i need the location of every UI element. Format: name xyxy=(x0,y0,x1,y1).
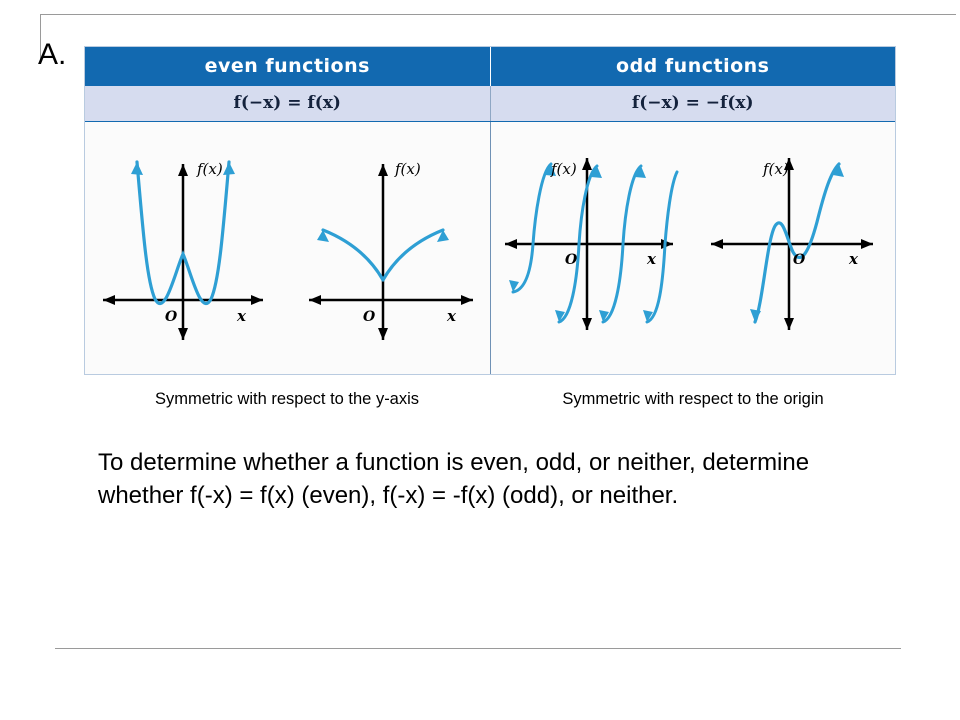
even-graph-2-fx-label: f(x) xyxy=(395,160,421,178)
caption-odd: Symmetric with respect to the origin xyxy=(562,390,824,408)
even-graph-1-origin-label: O xyxy=(165,309,178,325)
odd-graph-1 xyxy=(491,122,693,374)
odd-graph-2-svg xyxy=(693,122,893,374)
even-graphs-group xyxy=(85,122,491,374)
odd-graph-2-x-label: x xyxy=(848,250,858,268)
slide-top-divider xyxy=(40,14,956,15)
caption-row xyxy=(84,390,896,409)
table-formula-row xyxy=(85,86,895,122)
table-header-row xyxy=(85,47,895,86)
odd-graph-2-origin-label: O xyxy=(792,252,805,268)
table-graph-row xyxy=(85,122,895,374)
even-graph-1 xyxy=(85,122,287,374)
odd-graph-1-x-label: x xyxy=(646,250,656,268)
even-graph-2-x-label: x xyxy=(447,307,457,325)
odd-graphs-group xyxy=(491,122,896,374)
odd-graph-1-origin-label: O xyxy=(564,252,577,268)
formula-even: f(−x) = f(x) xyxy=(85,86,491,121)
even-graph-2 xyxy=(287,122,489,374)
even-graph-1-fx-label: f(x) xyxy=(197,160,223,178)
odd-graph-2 xyxy=(693,122,895,374)
header-odd-functions: odd functions xyxy=(616,55,770,77)
formula-odd: f(−x) = −f(x) xyxy=(631,93,754,113)
even-graph-2-origin-label: O xyxy=(363,309,376,325)
odd-graph-1-svg xyxy=(491,122,691,374)
header-even-functions: even functions xyxy=(85,47,491,86)
item-letter-label: A. xyxy=(38,38,67,71)
slide-bottom-divider xyxy=(55,648,901,649)
explanation-paragraph: To determine whether a function is even, odd, or neither, determine whether f(-x) = f(x) (even), f(-x) = -f(x) (odd), or neither. xyxy=(98,449,810,509)
odd-graph-1-fx-label: f(x) xyxy=(550,160,577,178)
even-odd-functions-table xyxy=(84,46,896,375)
caption-even: Symmetric with respect to the y-axis xyxy=(154,390,420,408)
even-graph-1-x-label: x xyxy=(237,307,246,325)
odd-graph-2-fx-label: f(x) xyxy=(762,160,789,178)
even-graph-2-svg xyxy=(287,122,487,374)
even-graph-1-svg xyxy=(85,122,285,374)
